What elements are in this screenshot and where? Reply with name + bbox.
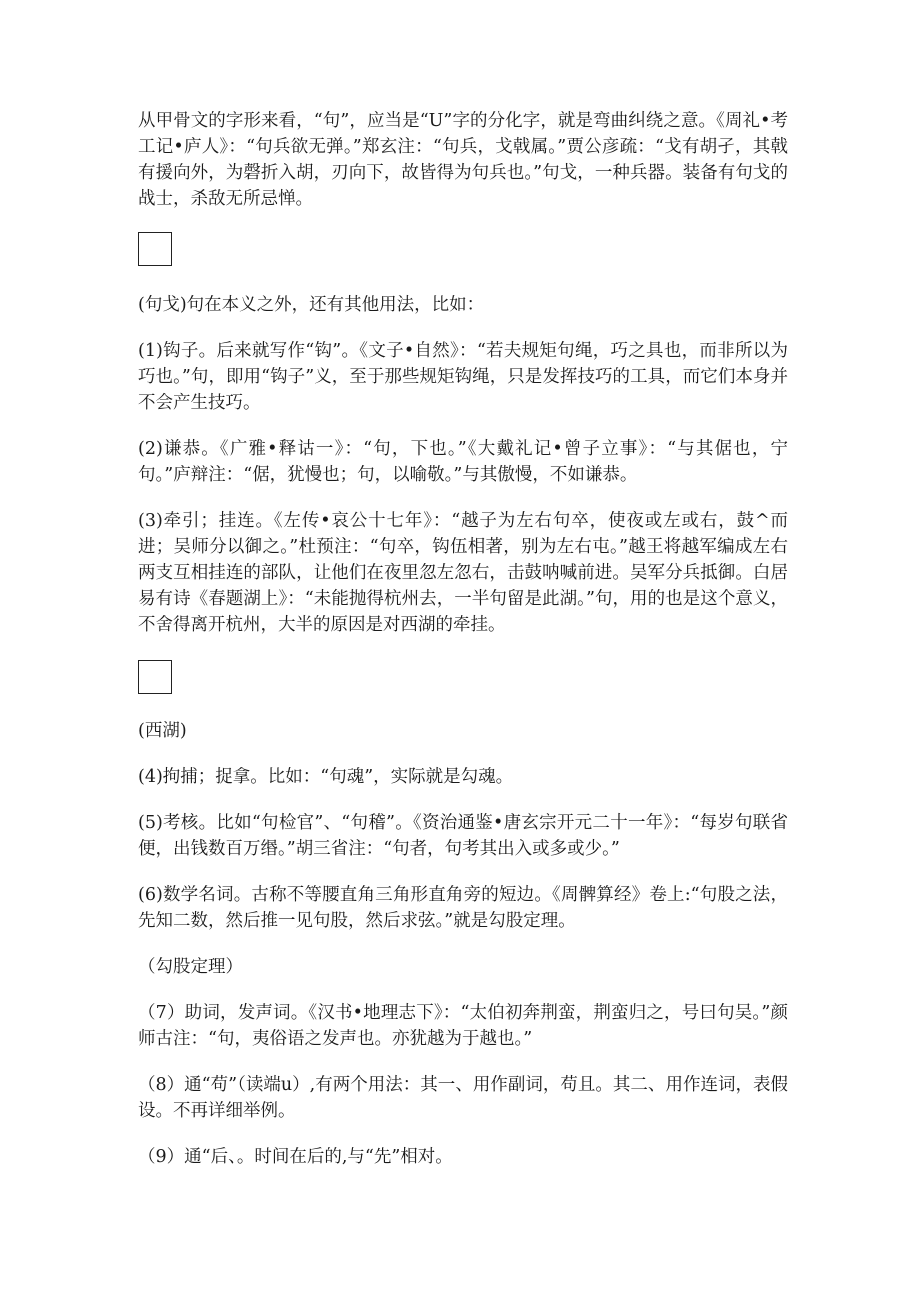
document-page: [138, 108, 788, 1170]
caption-gouge: (句戈)句在本义之外，还有其他用法，比如：: [138, 295, 485, 315]
caption-xihu: (西湖): [138, 721, 187, 741]
paragraph-usage-2: (2)谦恭。《广雅•释诂一》：“句，下也。”《大戴礼记•曾子立事》：“与其倨也，宁句。”庐辩注：“倨，犹慢也；句，以喻敬。”与其傲慢，不如谦恭。: [138, 439, 788, 485]
paragraph-usage-8: （8）通“苟”（读端u）,有两个用法：其一、用作副词，苟且。其二、用作连词，表假设。不再详细举例。: [138, 1075, 788, 1121]
paragraph-usage-1: (1)钩子。后来就写作“钩”。《文子•自然》：“若夫规矩句绳，巧之具也，而非所以为巧也。”句，即用“钩子”义，至于那些规矩钩绳，只是发挥技巧的工具，而它们本身并不会产生技巧。: [138, 341, 788, 413]
paragraph-usage-7: （7）助词，发声词。《汉书•地理志下》：“太伯初奔荆蛮，荆蛮归之，号曰句吴。”颜师古注：“句，夷俗语之发声也。亦犹越为于越也。”: [138, 1003, 788, 1049]
image-placeholder-gouge: [138, 232, 172, 266]
paragraph-intro: 从甲骨文的字形来看，“句”，应当是“U”字的分化字，就是弯曲纠绕之意。《周礼•考工记•庐人》：“句兵欲无弹。”郑玄注：“句兵，戈戟属。”贾公彦疏：“戈有胡孑，其戟有援向外，为磬折入胡，刃向下，故皆得为句兵也。”句戈，一种兵器。装备有句戈的战士，杀敌无所忌惮。: [138, 111, 788, 209]
paragraph-usage-3: (3)牵引；挂连。《左传•哀公十七年》：“越子为左右句卒，使夜或左或右，鼓^而进；吴师分以御之。”杜预注：“句卒，钩伍相著，别为左右屯。”越王将越军编成左右两支互相挂连的部队，让他们在夜里忽左忽右，击鼓呐喊前进。吴军分兵抵御。白居易有诗《春题湖上》：“未能抛得杭州去，一半句留是此湖。”句，用的也是这个意义，不舍得离开杭州，大半的原因是对西湖的牵挂。: [138, 511, 788, 635]
paragraph-usage-6: (6)数学名词。古称不等腰直角三角形直角旁的短边。《周髀算经》卷上:“句股之法，先知二数，然后推一见句股，然后求弦。”就是勾股定理。: [138, 885, 788, 931]
caption-gougu: （勾股定理）: [138, 957, 243, 977]
paragraph-usage-9: （9）通“后、。时间在后的,与“先”相对。: [138, 1147, 453, 1167]
paragraph-usage-4: (4)拘捕；捉拿。比如：“句魂”，实际就是勾魂。: [138, 767, 514, 787]
image-placeholder-xihu: [138, 660, 172, 694]
paragraph-usage-5: (5)考核。比如“句检官”、“句稽”。《资治通鉴•唐玄宗开元二十一年》：“每岁句联省便，出钱数百万缗。”胡三省注：“句者，句考其出入或多或少。”: [138, 813, 788, 859]
